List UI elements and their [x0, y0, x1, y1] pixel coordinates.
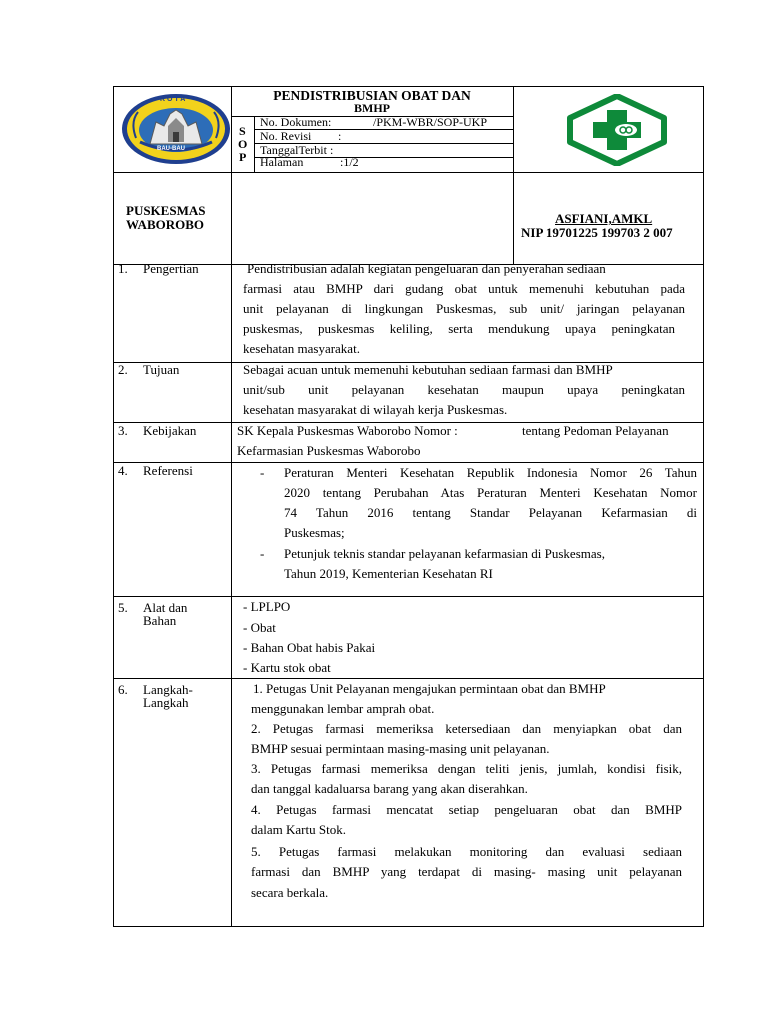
kebijakan-line-2: Kefarmasian Puskesmas Waborobo — [237, 443, 421, 458]
langkah-line-11: secara berkala. — [251, 885, 329, 900]
pengertian-line-1: Pendistribusian adalah kegiatan pengeluaran dan penyerahan sediaan — [247, 261, 606, 276]
referensi-bullet-2: - — [260, 546, 265, 561]
tujuan-line-3: kesehatan masyarakat di wilayah kerja Puskesmas. — [243, 402, 508, 417]
table-border-left — [113, 86, 114, 927]
sop-letter-p: P — [239, 150, 247, 164]
section-1-label: Pengertian — [143, 261, 199, 276]
referensi-item-1-line-4: Puskesmas; — [284, 525, 345, 540]
section-3-label: Kebijakan — [143, 423, 197, 438]
field-page-value: :1/2 — [340, 155, 359, 169]
section-6-number: 6. — [118, 682, 128, 697]
body-col-divider — [231, 264, 232, 927]
tujuan-line-2: unit/sub unit pelayanan kesehatan maupun upaya peningkatan — [243, 382, 685, 397]
langkah-line-5: 3. Petugas farmasi memeriksa dengan teliti jenis, jumlah, kondisi fisik, — [251, 761, 682, 776]
signer-name: ASFIANI,AMKL — [555, 211, 653, 226]
kebijakan-line-1-right: tentang Pedoman Pelayanan — [522, 423, 669, 438]
sop-col-divider — [254, 116, 255, 173]
document-title-line-2: BMHP — [354, 101, 390, 115]
logo-left-text-top: KOTA — [160, 96, 188, 103]
referensi-bullet-1: - — [260, 465, 265, 480]
langkah-line-4: BMHP sesuai permintaan masing-masing unit pelayanan. — [251, 741, 550, 756]
langkah-line-3: 2. Petugas farmasi memeriksa ketersediaan dan menyiapkan obat dan — [251, 721, 682, 736]
row-line-5 — [113, 596, 704, 597]
langkah-line-10: farmasi dan BMHP yang terdapat di masing- masing unit pelayanan — [251, 864, 682, 879]
row-line-4 — [113, 462, 704, 463]
section-4-number: 4. — [118, 463, 128, 478]
sop-letter-o: O — [238, 137, 248, 151]
section-6-label-line-1: Langkah- — [143, 682, 193, 697]
langkah-line-8: dalam Kartu Stok. — [251, 822, 346, 837]
section-5-label-line-1: Alat dan — [143, 600, 188, 615]
puskesmas-logo-icon — [566, 94, 668, 166]
referensi-item-1-line-2: 2020 tentang Perubahan Atas Peraturan Menteri Kesehatan Nomor — [284, 485, 697, 500]
document-title-line-1: PENDISTRIBUSIAN OBAT DAN — [273, 88, 471, 103]
referensi-item-2-line-1: Petunjuk teknis standar pelayanan kefarmasian di Puskesmas, — [284, 546, 605, 561]
org-name-line-2: WABOROBO — [126, 217, 205, 232]
section-6-label-line-2: Langkah — [143, 695, 189, 710]
signer-nip: NIP 19701225 199703 2 007 — [521, 225, 673, 240]
alat-item-1: - LPLPO — [243, 599, 291, 614]
langkah-line-9: 5. Petugas farmasi melakukan monitoring dan evaluasi sediaan — [251, 844, 682, 859]
referensi-item-1-line-1: Peraturan Menteri Kesehatan Republik Indonesia Nomor 26 Tahun — [284, 465, 697, 480]
tujuan-line-1: Sebagai acuan untuk memenuhi kebutuhan sediaan farmasi dan BMHP — [243, 362, 613, 377]
alat-item-4: - Kartu stok obat — [243, 660, 331, 675]
section-3-number: 3. — [118, 423, 128, 438]
referensi-item-1-line-3: 74 Tahun 2016 tentang Standar Pelayanan Kefarmasian di — [284, 505, 697, 520]
header-divider — [113, 172, 704, 173]
alat-item-3: - Bahan Obat habis Pakai — [243, 640, 376, 655]
referensi-item-2-line-2: Tahun 2019, Kementerian Kesehatan RI — [284, 566, 493, 581]
field-document-number-label: No. Dokumen: — [260, 115, 332, 129]
pengertian-line-5: kesehatan masyarakat. — [243, 341, 360, 356]
row-line-6 — [113, 678, 704, 679]
langkah-line-7: 4. Petugas farmasi mencatat setiap pengeluaran obat dan BMHP — [251, 802, 682, 817]
alat-item-2: - Obat — [243, 620, 276, 635]
section-4-label: Referensi — [143, 463, 193, 478]
langkah-line-2: menggunakan lembar amprah obat. — [251, 701, 435, 716]
kebijakan-line-1-left: SK Kepala Puskesmas Waborobo Nomor : — [237, 423, 458, 438]
field-issue-date-label: TanggalTerbit : — [260, 143, 334, 157]
field-revision-label: No. Revisi — [260, 129, 312, 143]
org-name-line-1: PUSKESMAS — [126, 203, 206, 218]
pengertian-line-3: unit pelayanan di lingkungan Puskesmas, sub unit/ jaringan pelayanan — [243, 301, 685, 316]
sop-letter-s: S — [239, 124, 246, 138]
header-col-right — [513, 86, 514, 264]
field-document-number-value: /PKM-WBR/SOP-UKP — [373, 115, 488, 129]
section-2-number: 2. — [118, 362, 128, 377]
section-5-label-line-2: Bahan — [143, 613, 177, 628]
pengertian-line-4: puskesmas, puskesmas keliling, serta mendukung upaya peningkatan — [243, 321, 675, 336]
field-page-label: Halaman — [260, 155, 304, 169]
langkah-line-6: dan tanggal kadaluarsa barang yang akan diserahkan. — [251, 781, 528, 796]
table-border-top — [113, 86, 704, 87]
table-border-right — [703, 86, 704, 927]
field-revision-value: : — [338, 129, 342, 143]
pengertian-line-2: farmasi atau BMHP dari gudang obat untuk memenuhi kebutuhan pada — [243, 281, 685, 296]
section-2-label: Tujuan — [143, 362, 180, 377]
table-border-bottom — [113, 926, 704, 927]
section-1-number: 1. — [118, 261, 128, 276]
logo-left-text-bottom: BAU-BAU — [157, 146, 185, 152]
section-5-number: 5. — [118, 600, 128, 615]
langkah-line-1: 1. Petugas Unit Pelayanan mengajukan permintaan obat dan BMHP — [253, 681, 606, 696]
